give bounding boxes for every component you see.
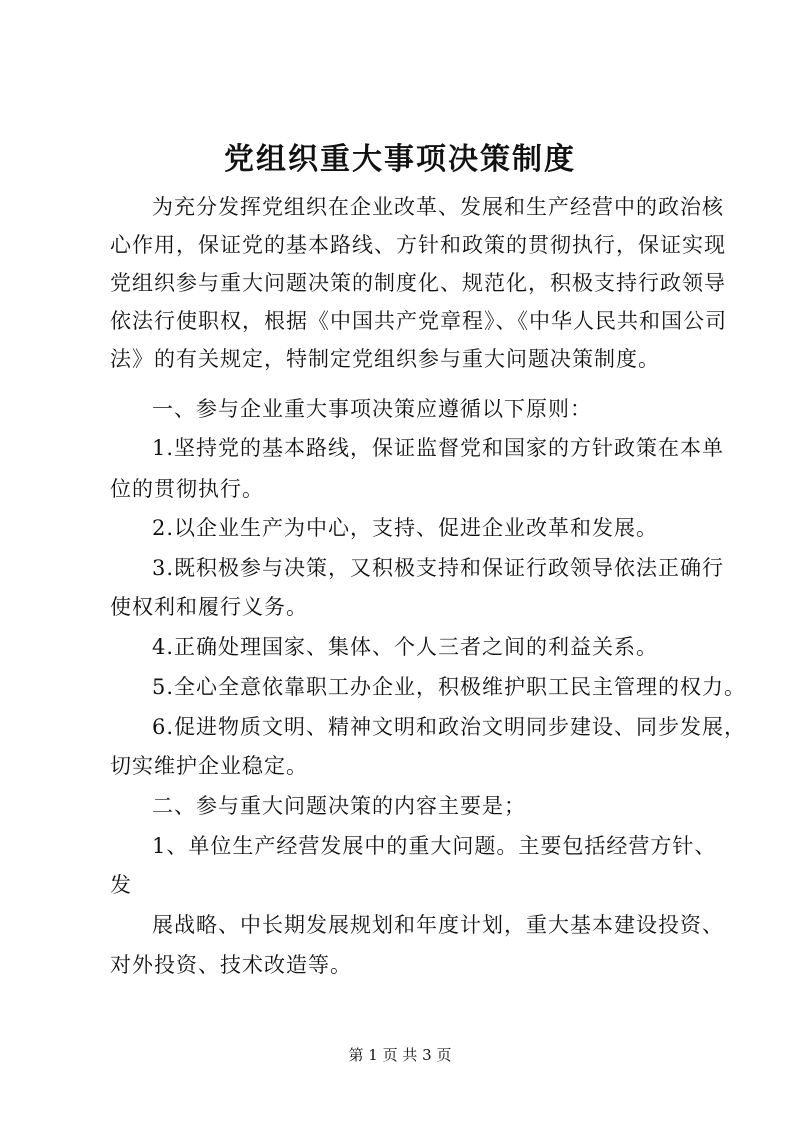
body-line: 心作用，保证党的基本路线、方针和政策的贯彻执行，保证实现 xyxy=(110,233,726,257)
body-line: 为充分发挥党组织在企业改革、发展和生产经营中的政治核 xyxy=(152,195,724,219)
page-footer: 第 1 页 共 3 页 xyxy=(348,1046,452,1064)
section-heading: 一、参与企业重大事项决策应遵循以下原则： xyxy=(152,397,592,421)
list-item: 5.全心全意依靠职工办企业，积极维护职工民主管理的权力。 xyxy=(152,675,747,699)
list-item: 1.坚持党的基本路线，保证监督党和国家的方针政策在本单 xyxy=(152,436,725,460)
list-item: 3.既积极参与决策，又积极支持和保证行政领导依法正确行 xyxy=(152,556,725,580)
list-item-continuation: 发 xyxy=(110,873,132,897)
body-line: 依法行使职权，根据《中国共产党章程》、《中华人民共和国公司 xyxy=(110,309,727,333)
document-title: 党组织重大事项决策制度 xyxy=(224,142,576,177)
body-line: 展战略、中长期发展规划和年度计划，重大基本建设投资、 xyxy=(152,913,724,937)
list-item: 4.正确处理国家、集体、个人三者之间的利益关系。 xyxy=(152,635,659,659)
body-line: 法》的有关规定，特制定党组织参与重大问题决策制度。 xyxy=(110,347,660,371)
list-item-continuation: 位的贯彻执行。 xyxy=(110,477,264,501)
body-line: 对外投资、技术改造等。 xyxy=(110,953,352,977)
body-line: 党组织参与重大问题决策的制度化、规范化，积极支持行政领导 xyxy=(110,271,726,295)
list-item: 2.以企业生产为中心，支持、促进企业改革和发展。 xyxy=(152,516,659,540)
list-item-continuation: 切实维护企业稳定。 xyxy=(110,754,308,778)
list-item: 6.促进物质文明、精神文明和政治文明同步建设、同步发展， xyxy=(152,715,747,739)
section-heading: 二、参与重大问题决策的内容主要是； xyxy=(152,794,526,818)
list-item: 1、单位生产经营发展中的重大问题。主要包括经营方针、 xyxy=(152,834,717,858)
list-item-continuation: 使权利和履行义务。 xyxy=(110,595,308,619)
